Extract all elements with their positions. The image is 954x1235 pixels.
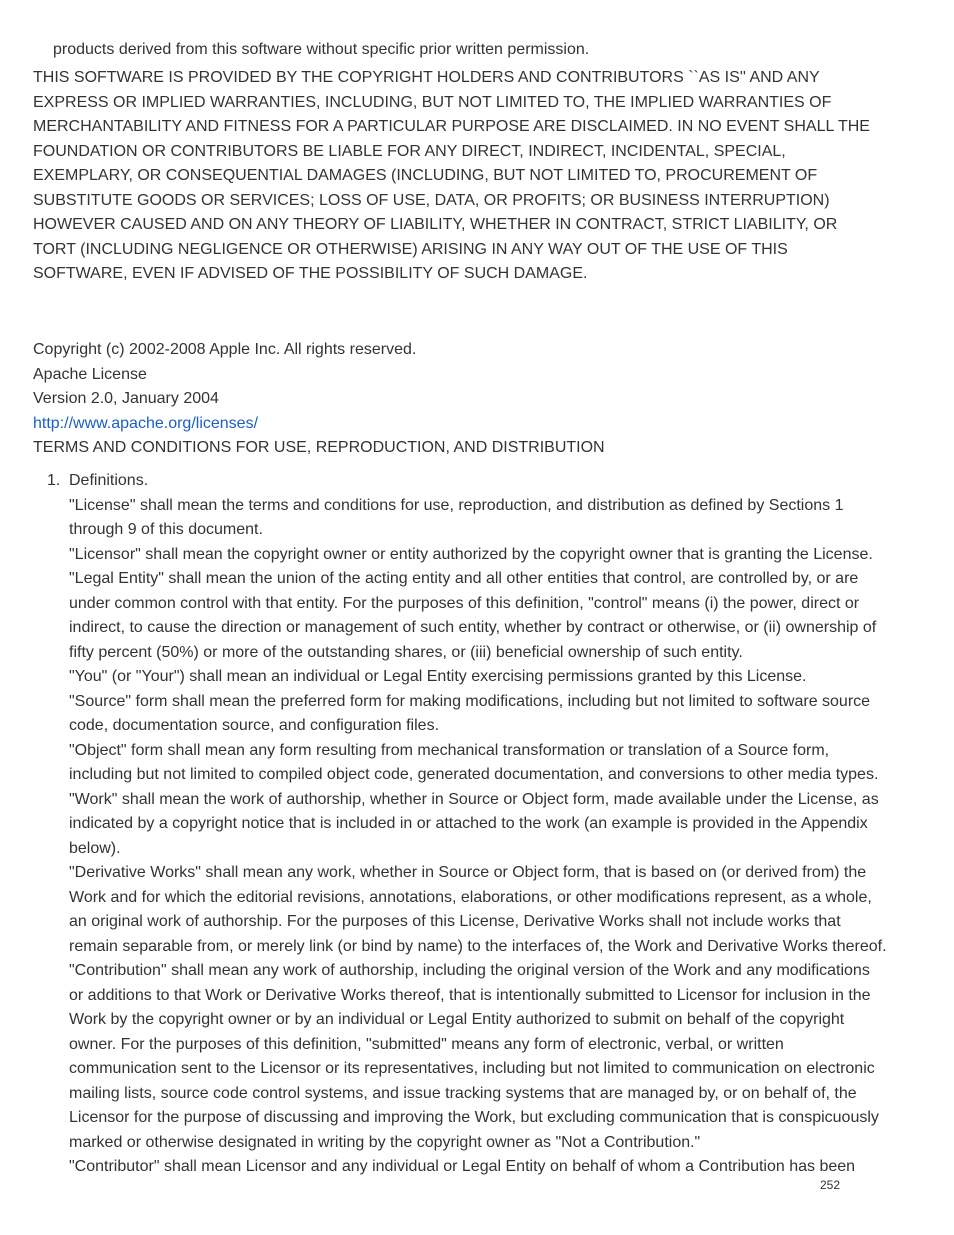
definition-line: "Derivative Works" shall mean any work, whether in Source or Object form, that is based on (or derived from) the: [69, 864, 867, 881]
section-heading: [33, 469, 933, 494]
page-number: 252: [820, 1178, 841, 1192]
definition-line: marked or otherwise designated in writing by the copyright owner as "Not a Contribution.": [69, 1133, 701, 1151]
continuation-line: products derived from this software without specific prior written permission.: [53, 41, 590, 58]
definition-line: an original work of authorship. For the purposes of this License, Derivative Works shall not include works that: [69, 913, 841, 930]
license-url-link[interactable]: http://www.apache.org/licenses/: [33, 414, 259, 432]
copyright-notice: Copyright (c) 2002-2008 Apple Inc. All rights reserved.: [33, 341, 417, 358]
definitions-section: [33, 469, 933, 1180]
license-version: Version 2.0, January 2004: [33, 390, 219, 407]
disclaimer-line: HOWEVER CAUSED AND ON ANY THEORY OF LIABILITY, WHETHER IN CONTRACT, STRICT LIABILITY, OR: [33, 216, 838, 233]
definition-line: "Source" form shall mean the preferred form for making modifications, including but not limited to software source: [69, 692, 871, 710]
definition-line: mailing lists, source code control systems, and issue tracking systems that are managed by, or on behalf of, the: [69, 1084, 857, 1102]
terms-heading: TERMS AND CONDITIONS FOR USE, REPRODUCTION, AND DISTRIBUTION: [33, 439, 605, 456]
definition-line: "License" shall mean the terms and conditions for use, reproduction, and distribution as defined by Sections 1: [69, 496, 844, 514]
definition-line: "Contribution" shall mean any work of authorship, including the original version of the Work and any modifications: [69, 962, 870, 979]
definition-line: communication sent to the Licensor or its representatives, including but not limited to communication on electronic: [69, 1060, 875, 1077]
definition-line: "Work" shall mean the work of authorship, whether in Source or Object form, made available under the License, as: [69, 790, 879, 808]
definition-line: "Contributor" shall mean Licensor and any individual or Legal Entity on behalf of whom a Contribution has been: [69, 1158, 856, 1175]
disclaimer-line: EXPRESS OR IMPLIED WARRANTIES, INCLUDING, BUT NOT LIMITED TO, THE IMPLIED WARRANTIES OF: [33, 93, 832, 111]
disclaimer-line: TORT (INCLUDING NEGLIGENCE OR OTHERWISE) ARISING IN ANY WAY OUT OF THE USE OF THIS: [33, 240, 788, 258]
section-number: 1.: [47, 472, 61, 489]
disclaimer-line: MERCHANTABILITY AND FITNESS FOR A PARTICULAR PURPOSE ARE DISCLAIMED. IN NO EVENT SHALL THE: [33, 118, 870, 135]
definition-line: remain separable from, or merely link (or bind by name) to the interfaces of, the Work and Derivative Works thereof.: [69, 937, 887, 955]
definition-line: through 9 of this document.: [69, 521, 263, 538]
definition-line: "Legal Entity" shall mean the union of the acting entity and all other entities that control, are controlled by, or are: [69, 570, 859, 587]
definition-line: Licensor for the purpose of discussing and improving the Work, but excluding communication that is conspicuously: [69, 1109, 879, 1126]
definition-line: fifty percent (50%) or more of the outstanding shares, or (iii) beneficial ownership of such entity.: [69, 643, 743, 661]
definition-line: "Licensor" shall mean the copyright owner or entity authorized by the copyright owner that is granting the License.: [69, 545, 873, 563]
license-name: Apache License: [33, 365, 147, 383]
disclaimer-paragraph: [33, 66, 870, 287]
definition-line: "Object" form shall mean any form resulting from mechanical transformation or translation of a Source form,: [69, 741, 830, 759]
definition-line: Work by the copyright owner or by an individual or Legal Entity authorized to submit on behalf of the copyright: [69, 1011, 845, 1028]
definition-line: below).: [69, 839, 121, 857]
definition-line: under common control with that entity. For the purposes of this definition, "control" means (i) the power, direct or: [69, 594, 860, 612]
definition-line: or additions to that Work or Derivative Works thereof, that is intentionally submitted to Licensor for inclusion in the: [69, 986, 871, 1004]
definition-line: indicated by a copyright notice that is included in or attached to the work (an example is provided in the Appendix: [69, 815, 868, 832]
disclaimer-line: FOUNDATION OR CONTRIBUTORS BE LIABLE FOR ANY DIRECT, INDIRECT, INCIDENTAL, SPECIAL,: [33, 142, 786, 160]
definition-line: code, documentation source, and configuration files.: [69, 717, 440, 734]
definition-line: indirect, to cause the direction or management of such entity, whether by contract or otherwise, or (ii) ownership of: [69, 619, 877, 636]
definition-line: owner. For the purposes of this definition, "submitted" means any form of electronic, verbal, or written: [69, 1035, 784, 1053]
disclaimer-line: SUBSTITUTE GOODS OR SERVICES; LOSS OF USE, DATA, OR PROFITS; OR BUSINESS INTERRUPTION): [33, 191, 830, 209]
definition-line: "You" (or "Your") shall mean an individual or Legal Entity exercising permissions granted by this License.: [69, 668, 807, 685]
license-header: [33, 338, 605, 461]
disclaimer-line: SOFTWARE, EVEN IF ADVISED OF THE POSSIBILITY OF SUCH DAMAGE.: [33, 265, 588, 282]
definition-line: Work and for which the editorial revisions, annotations, elaborations, or other modifications represent, as a whole,: [69, 888, 872, 906]
definitions-body: [69, 494, 933, 1180]
section-title: Definitions.: [69, 472, 149, 489]
disclaimer-line: EXEMPLARY, OR CONSEQUENTIAL DAMAGES (INCLUDING, BUT NOT LIMITED TO, PROCUREMENT OF: [33, 167, 818, 184]
disclaimer-line: THIS SOFTWARE IS PROVIDED BY THE COPYRIGHT HOLDERS AND CONTRIBUTORS ``AS IS'' AND ANY: [33, 69, 820, 86]
definition-line: including but not limited to compiled object code, generated documentation, and conversions to other media types.: [69, 766, 879, 783]
